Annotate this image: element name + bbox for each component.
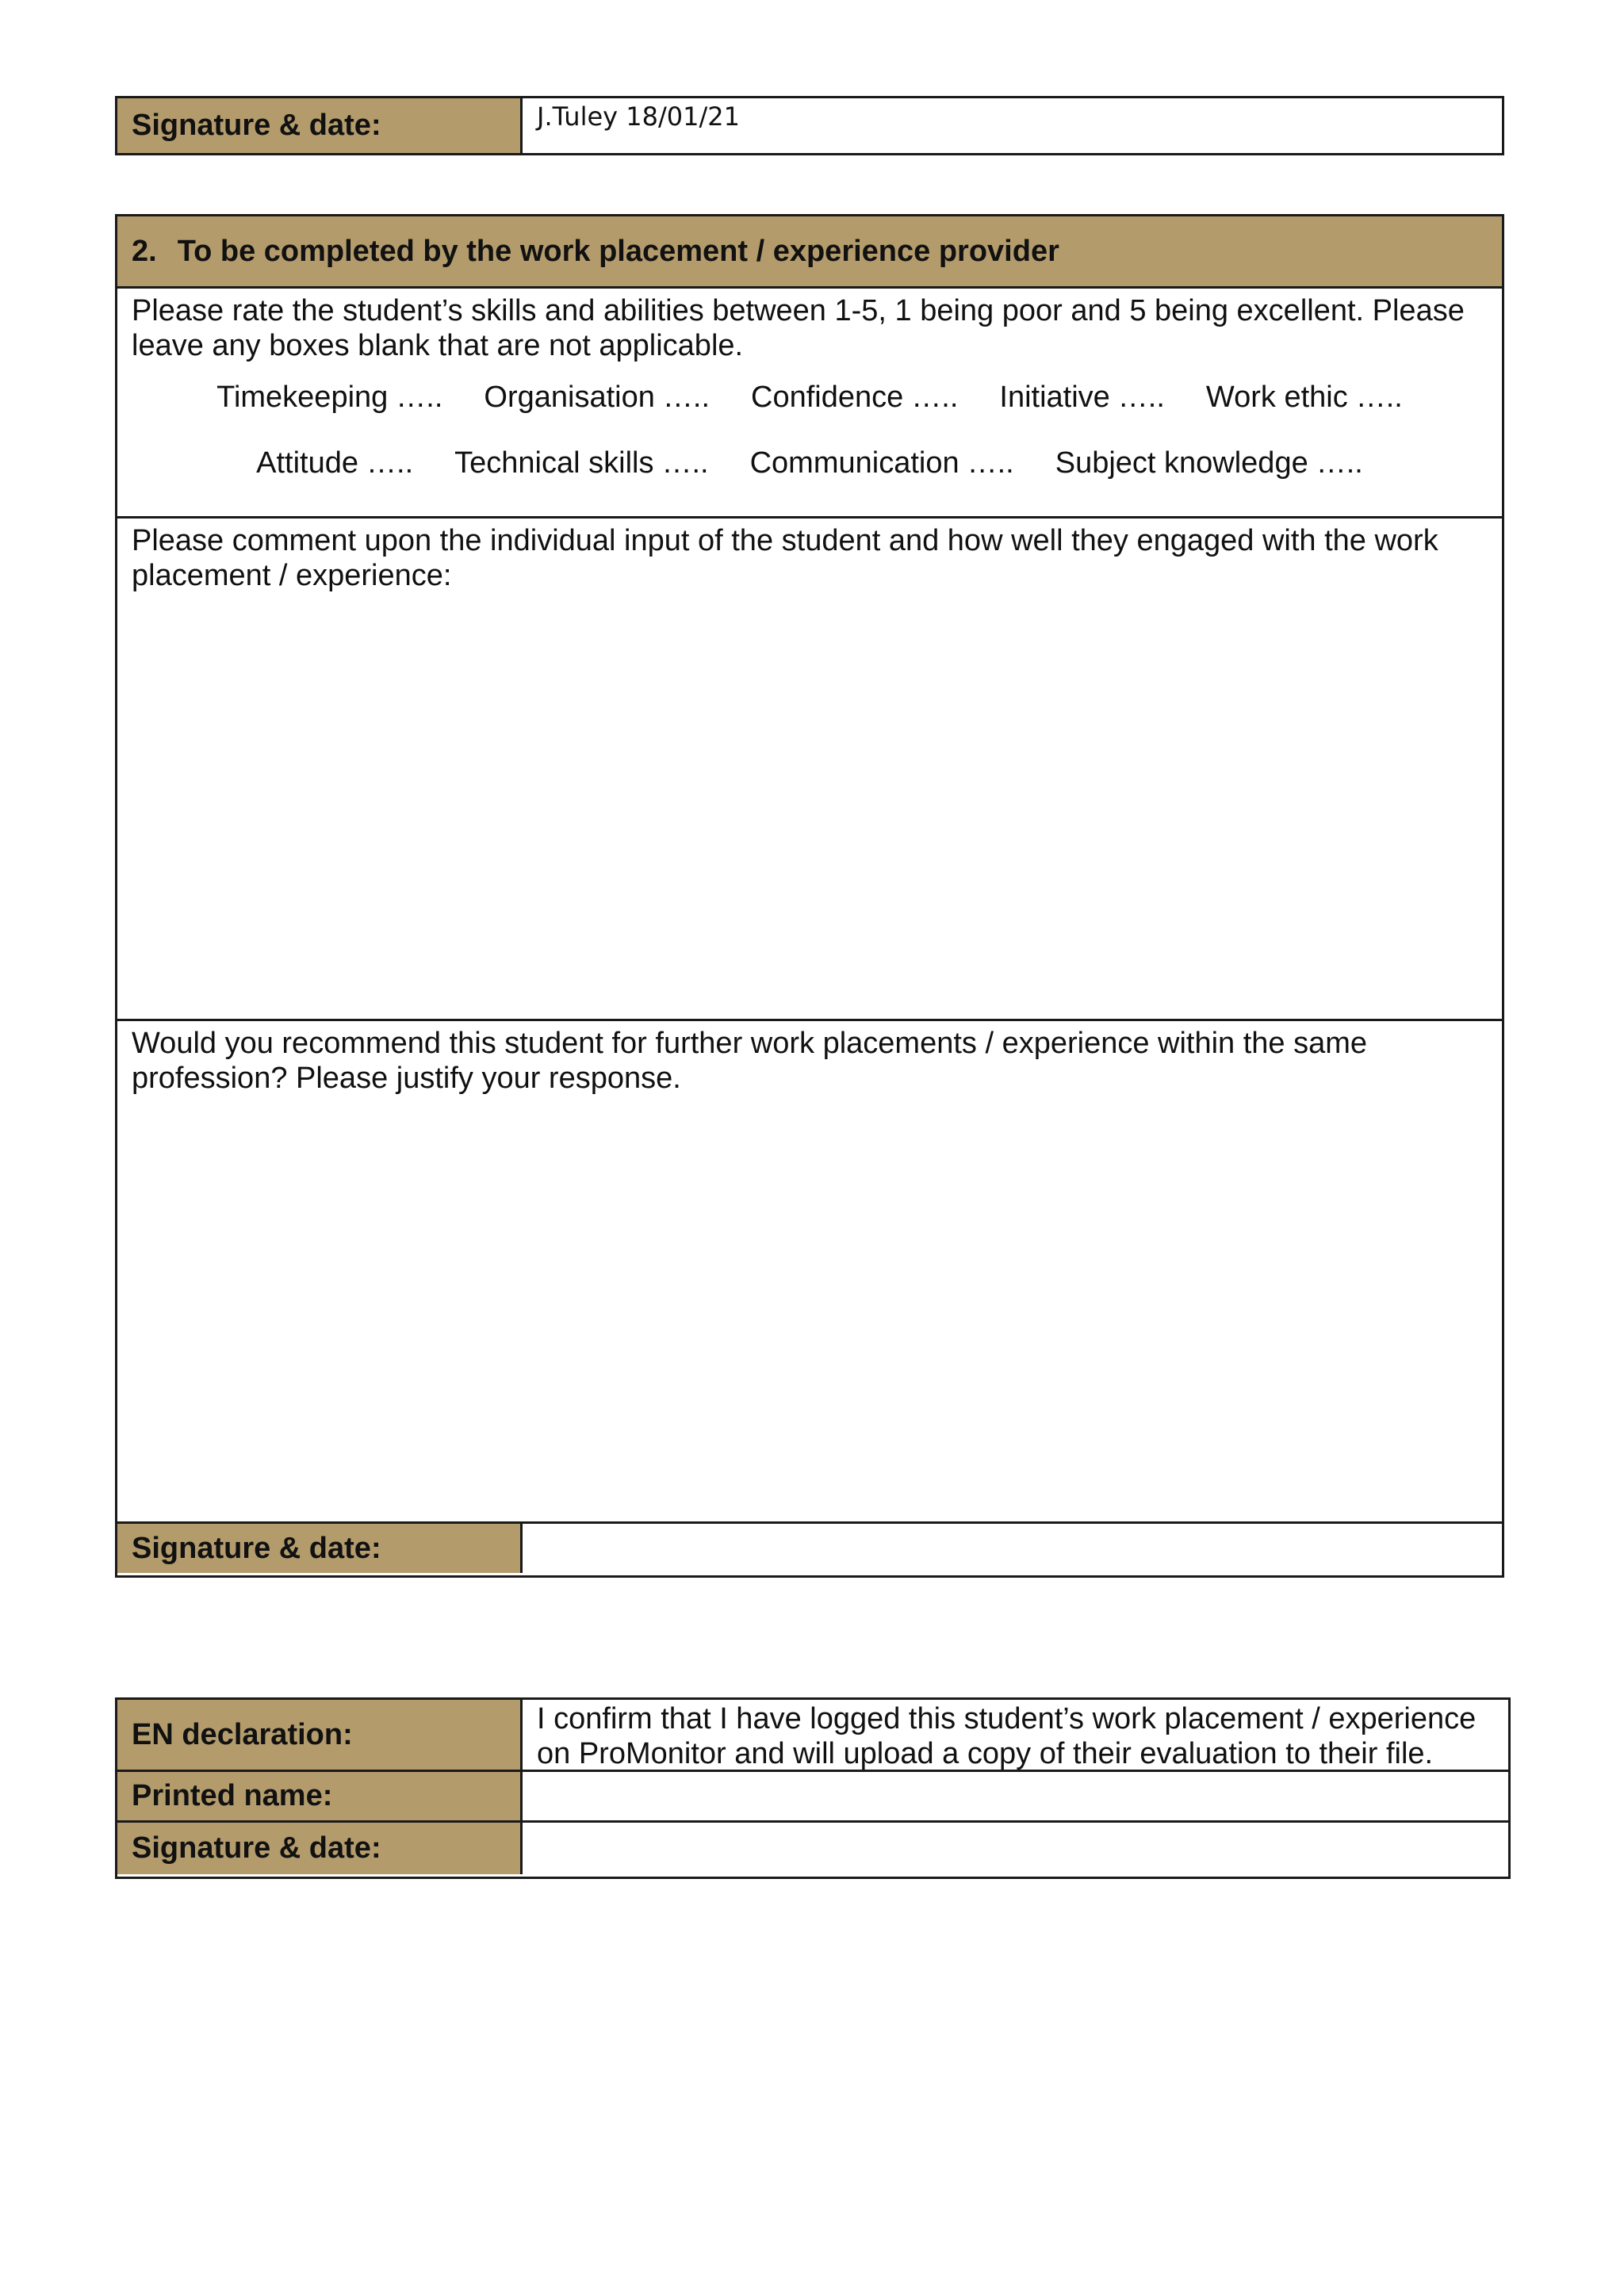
skill-rating-field[interactable]: …..: [366, 446, 414, 480]
skill-rating-item: [999, 381, 1165, 415]
rating-instructions: Please rate the student’s skills and abilities between 1-5, 1 being poor and 5 being excellent. Please leave any boxes blank that are not applicable.: [132, 294, 1465, 362]
skill-rating-field[interactable]: …..: [1316, 446, 1363, 480]
skill-rating-field[interactable]: …..: [967, 446, 1014, 480]
recommend-row[interactable]: [117, 1019, 1502, 1521]
skill-label: Initiative: [999, 381, 1110, 414]
signature-date-label: Signature & date:: [117, 98, 523, 153]
signature-date-value: J.Tuley 18/01/21: [537, 101, 740, 132]
skill-rating-item: [454, 446, 708, 480]
comment-field[interactable]: [117, 593, 1502, 598]
printed-name-field[interactable]: [523, 1772, 1508, 1820]
skill-label: Technical skills: [454, 446, 654, 480]
section-header: [117, 216, 1502, 286]
skill-rating-field[interactable]: …..: [661, 446, 709, 480]
recommend-field[interactable]: [117, 1096, 1502, 1100]
skill-rating-item: [216, 381, 442, 415]
rating-row: [117, 286, 1502, 516]
skill-label: Timekeeping: [216, 381, 389, 414]
en-signature-label: Signature & date:: [117, 1823, 523, 1874]
skills-row-1: [117, 381, 1502, 415]
skill-label: Subject knowledge: [1055, 446, 1308, 480]
top-signature-row: [117, 98, 1502, 153]
skills-row-2: [117, 446, 1502, 480]
section-number: 2.: [132, 234, 157, 268]
skill-label: Organisation: [484, 381, 655, 414]
skill-rating-item: [1206, 381, 1403, 415]
recommend-prompt: Would you recommend this student for further work placements / experience within the same profession? Please justify your response.: [132, 1027, 1368, 1095]
signature-date-field[interactable]: [523, 98, 1502, 153]
skill-rating-item: [1055, 446, 1363, 480]
skill-label: Work ethic: [1205, 381, 1348, 414]
skill-label: Attitude: [256, 446, 359, 480]
skill-rating-item: [751, 381, 958, 415]
section-title: To be completed by the work placement / experience provider: [177, 234, 1059, 268]
top-signature-table: [115, 96, 1504, 155]
en-declaration-row: [117, 1700, 1508, 1770]
printed-name-row: [117, 1770, 1508, 1820]
skill-label: Confidence: [751, 381, 904, 414]
en-declaration-text: I confirm that I have logged this student’s work placement / experience on ProMonitor and will upload a copy of their evaluation to their file.: [523, 1700, 1508, 1770]
skill-rating-item: [484, 381, 710, 415]
provider-signature-row: [117, 1521, 1502, 1573]
skill-rating-field[interactable]: …..: [662, 381, 710, 414]
skill-rating-field[interactable]: …..: [1117, 381, 1165, 414]
en-declaration-table: [115, 1697, 1511, 1879]
skill-rating-item: [750, 446, 1014, 480]
en-signature-row: [117, 1820, 1508, 1874]
provider-signature-field[interactable]: [523, 1524, 1502, 1573]
en-signature-field[interactable]: [523, 1823, 1508, 1874]
skill-rating-field[interactable]: …..: [1355, 381, 1403, 414]
en-declaration-label: EN declaration:: [117, 1700, 523, 1770]
comment-row[interactable]: [117, 516, 1502, 1019]
provider-section-table: [115, 214, 1504, 1578]
comment-prompt: Please comment upon the individual input of the student and how well they engaged with the work placement / experience:: [132, 524, 1438, 592]
skill-rating-field[interactable]: …..: [911, 381, 959, 414]
printed-name-label: Printed name:: [117, 1772, 523, 1820]
skill-rating-item: [256, 446, 413, 480]
skill-rating-field[interactable]: …..: [396, 381, 443, 414]
skill-label: Communication: [749, 446, 959, 480]
provider-signature-label: Signature & date:: [117, 1524, 523, 1573]
